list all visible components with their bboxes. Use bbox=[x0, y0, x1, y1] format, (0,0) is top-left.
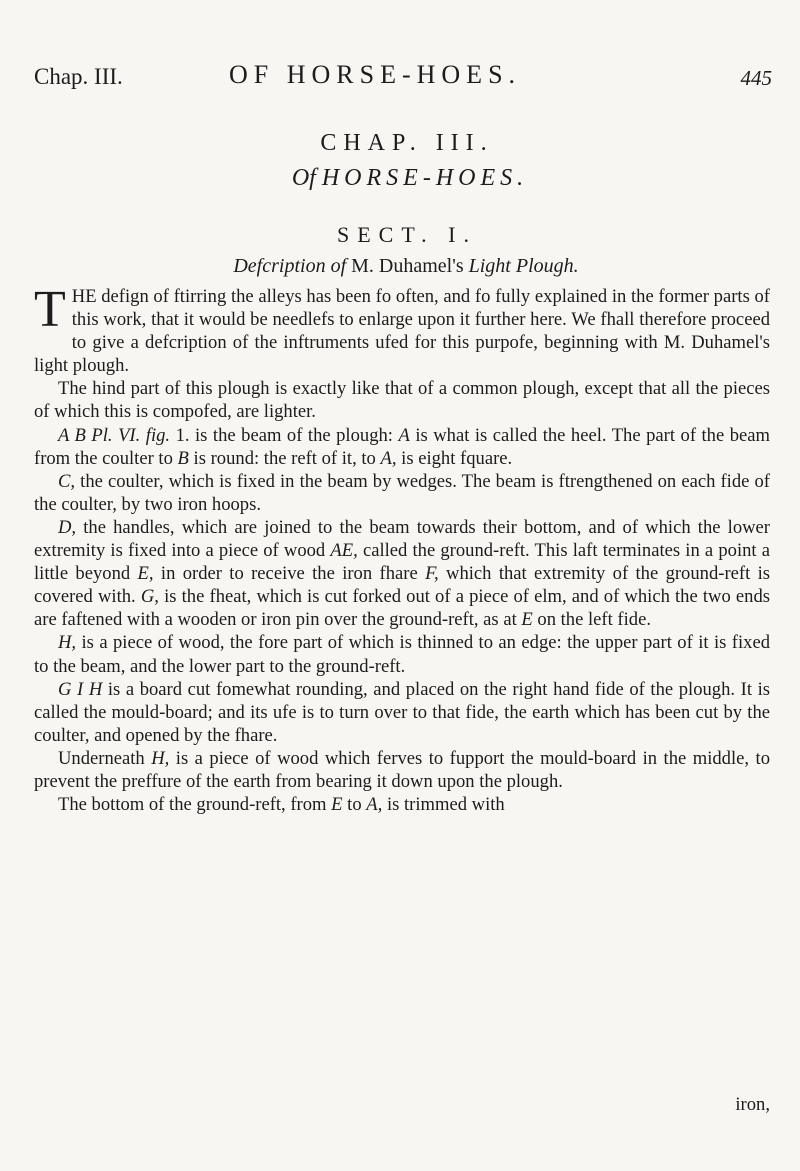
running-head-chapter: Chap. III. bbox=[34, 64, 123, 89]
paragraph-5-text-b: called the ground-reft. This laft terminates in a point a little beyond bbox=[34, 540, 770, 585]
section-subtitle-author: M. Duhamel's bbox=[351, 255, 464, 277]
paragraph-4-text: the coulter, which is fixed in the beam by wedges. The beam is ftrengthened on each fide of the coulter, by two iron hoops. bbox=[34, 470, 770, 515]
paragraph-8-text-b: is a piece of wood which ferves to fupport the mould-board in the middle, to prevent the preffure of the earth from bearing it down upon the plough. bbox=[34, 747, 770, 792]
paragraph-8-text-a: Underneath bbox=[58, 747, 152, 769]
paragraph-2: The hind part of this plough is exactly like that of a common plough, except that all the pieces of which this is compofed, are lighter. bbox=[34, 378, 770, 423]
section-title: SECT. I. bbox=[337, 222, 477, 247]
section-subtitle bbox=[0, 255, 800, 278]
figure-ref: A B Pl. VI. fig. bbox=[58, 424, 171, 446]
running-head bbox=[34, 60, 772, 96]
letter-ref: E, bbox=[137, 563, 154, 585]
section-subtitle-object: Light Plough. bbox=[468, 255, 579, 277]
paragraph-9-text-a: The bottom of the ground-reft, from bbox=[58, 794, 332, 816]
letter-ref: E bbox=[521, 609, 533, 631]
paragraph-8 bbox=[34, 747, 770, 793]
chapter-subtitle bbox=[0, 165, 800, 192]
letter-ref: F, bbox=[425, 563, 439, 585]
paragraph-5 bbox=[34, 516, 770, 631]
paragraph-6-text: is a piece of wood, the fore part of which is thinned to an edge: the upper part of it is fixed to the beam, and the lower part to the ground-reft. bbox=[34, 632, 770, 677]
paragraph-7-text: is a board cut fomewhat rounding, and placed on the right hand fide of the plough. It is called the mould-board; and its ufe is to turn over to that fide, the earth which has been cut by the coulter, and opened by the fhare. bbox=[34, 678, 770, 746]
letter-ref: A bbox=[398, 424, 410, 446]
page-number: 445 bbox=[740, 66, 772, 90]
paragraph-4 bbox=[34, 470, 770, 516]
letter-ref: E bbox=[331, 794, 343, 816]
paragraph-9 bbox=[34, 793, 770, 816]
letter-ref: A, bbox=[366, 794, 383, 816]
chapter-subtitle-of: Of bbox=[291, 165, 316, 191]
letter-ref: H, bbox=[151, 747, 170, 769]
letter-ref: AE, bbox=[330, 540, 358, 562]
chapter-title: CHAP. III. bbox=[320, 130, 494, 156]
paragraph-3-text-c: is round: the reft of it, to bbox=[188, 447, 381, 469]
letter-ref: B bbox=[177, 447, 189, 469]
letter-ref: A, bbox=[380, 447, 397, 469]
paragraph-5-text-e: is the fheat, which is cut forked out of a piece of elm, and of which the two ends are faftened with a wooden or iron pin over the ground-reft, as at bbox=[34, 586, 771, 631]
paragraph-3 bbox=[34, 424, 770, 470]
paragraph-5-text-c: in order to receive the iron fhare bbox=[153, 563, 426, 585]
paragraph-3-text-a: 1. is the beam of the plough: bbox=[170, 424, 399, 446]
paragraph-3-text-b: is what is called the heel. The part of the beam from the coulter to bbox=[34, 424, 771, 469]
letter-ref: G, bbox=[140, 586, 159, 608]
paragraph-5-text-f: on the left fide. bbox=[532, 609, 651, 631]
paragraph-6 bbox=[34, 631, 770, 677]
letter-ref: G I H bbox=[58, 678, 103, 700]
paragraph-5-text-d: which that extremity of the ground-reft is covered with. bbox=[34, 563, 770, 608]
paragraph-7 bbox=[34, 678, 770, 747]
paragraph-9-text-b: to bbox=[342, 794, 367, 816]
letter-ref: C, bbox=[58, 470, 76, 492]
paragraph-1-text: HE defign of ftirring the alleys has been fo often, and fo fully explained in the former parts of this work, that it would be needlefs to enlarge upon it further here. We fhall therefore proceed to give a defcription of the inftruments ufed for this purpofe, beginning with M. Duhamel's light plough. bbox=[34, 286, 770, 377]
running-head-title: OF HORSE-HOES. bbox=[229, 60, 522, 89]
paragraph-1 bbox=[34, 281, 770, 377]
paragraph-9-text-c: is trimmed with bbox=[382, 794, 505, 816]
chapter-subtitle-main: HORSE-HOES. bbox=[321, 165, 529, 191]
catchword: iron, bbox=[735, 1094, 770, 1115]
paragraph-5-text-a: the handles, which are joined to the beam towards their bottom, and of which the lower extremity is fixed into a piece of wood bbox=[34, 516, 770, 562]
letter-ref: D, bbox=[58, 516, 77, 538]
paragraph-3-text-d: is eight fquare. bbox=[396, 447, 513, 469]
drop-cap: T bbox=[34, 281, 66, 338]
letter-ref: H, bbox=[58, 632, 77, 654]
section-subtitle-desc: Defcription of bbox=[233, 255, 347, 277]
body-text bbox=[34, 281, 771, 816]
